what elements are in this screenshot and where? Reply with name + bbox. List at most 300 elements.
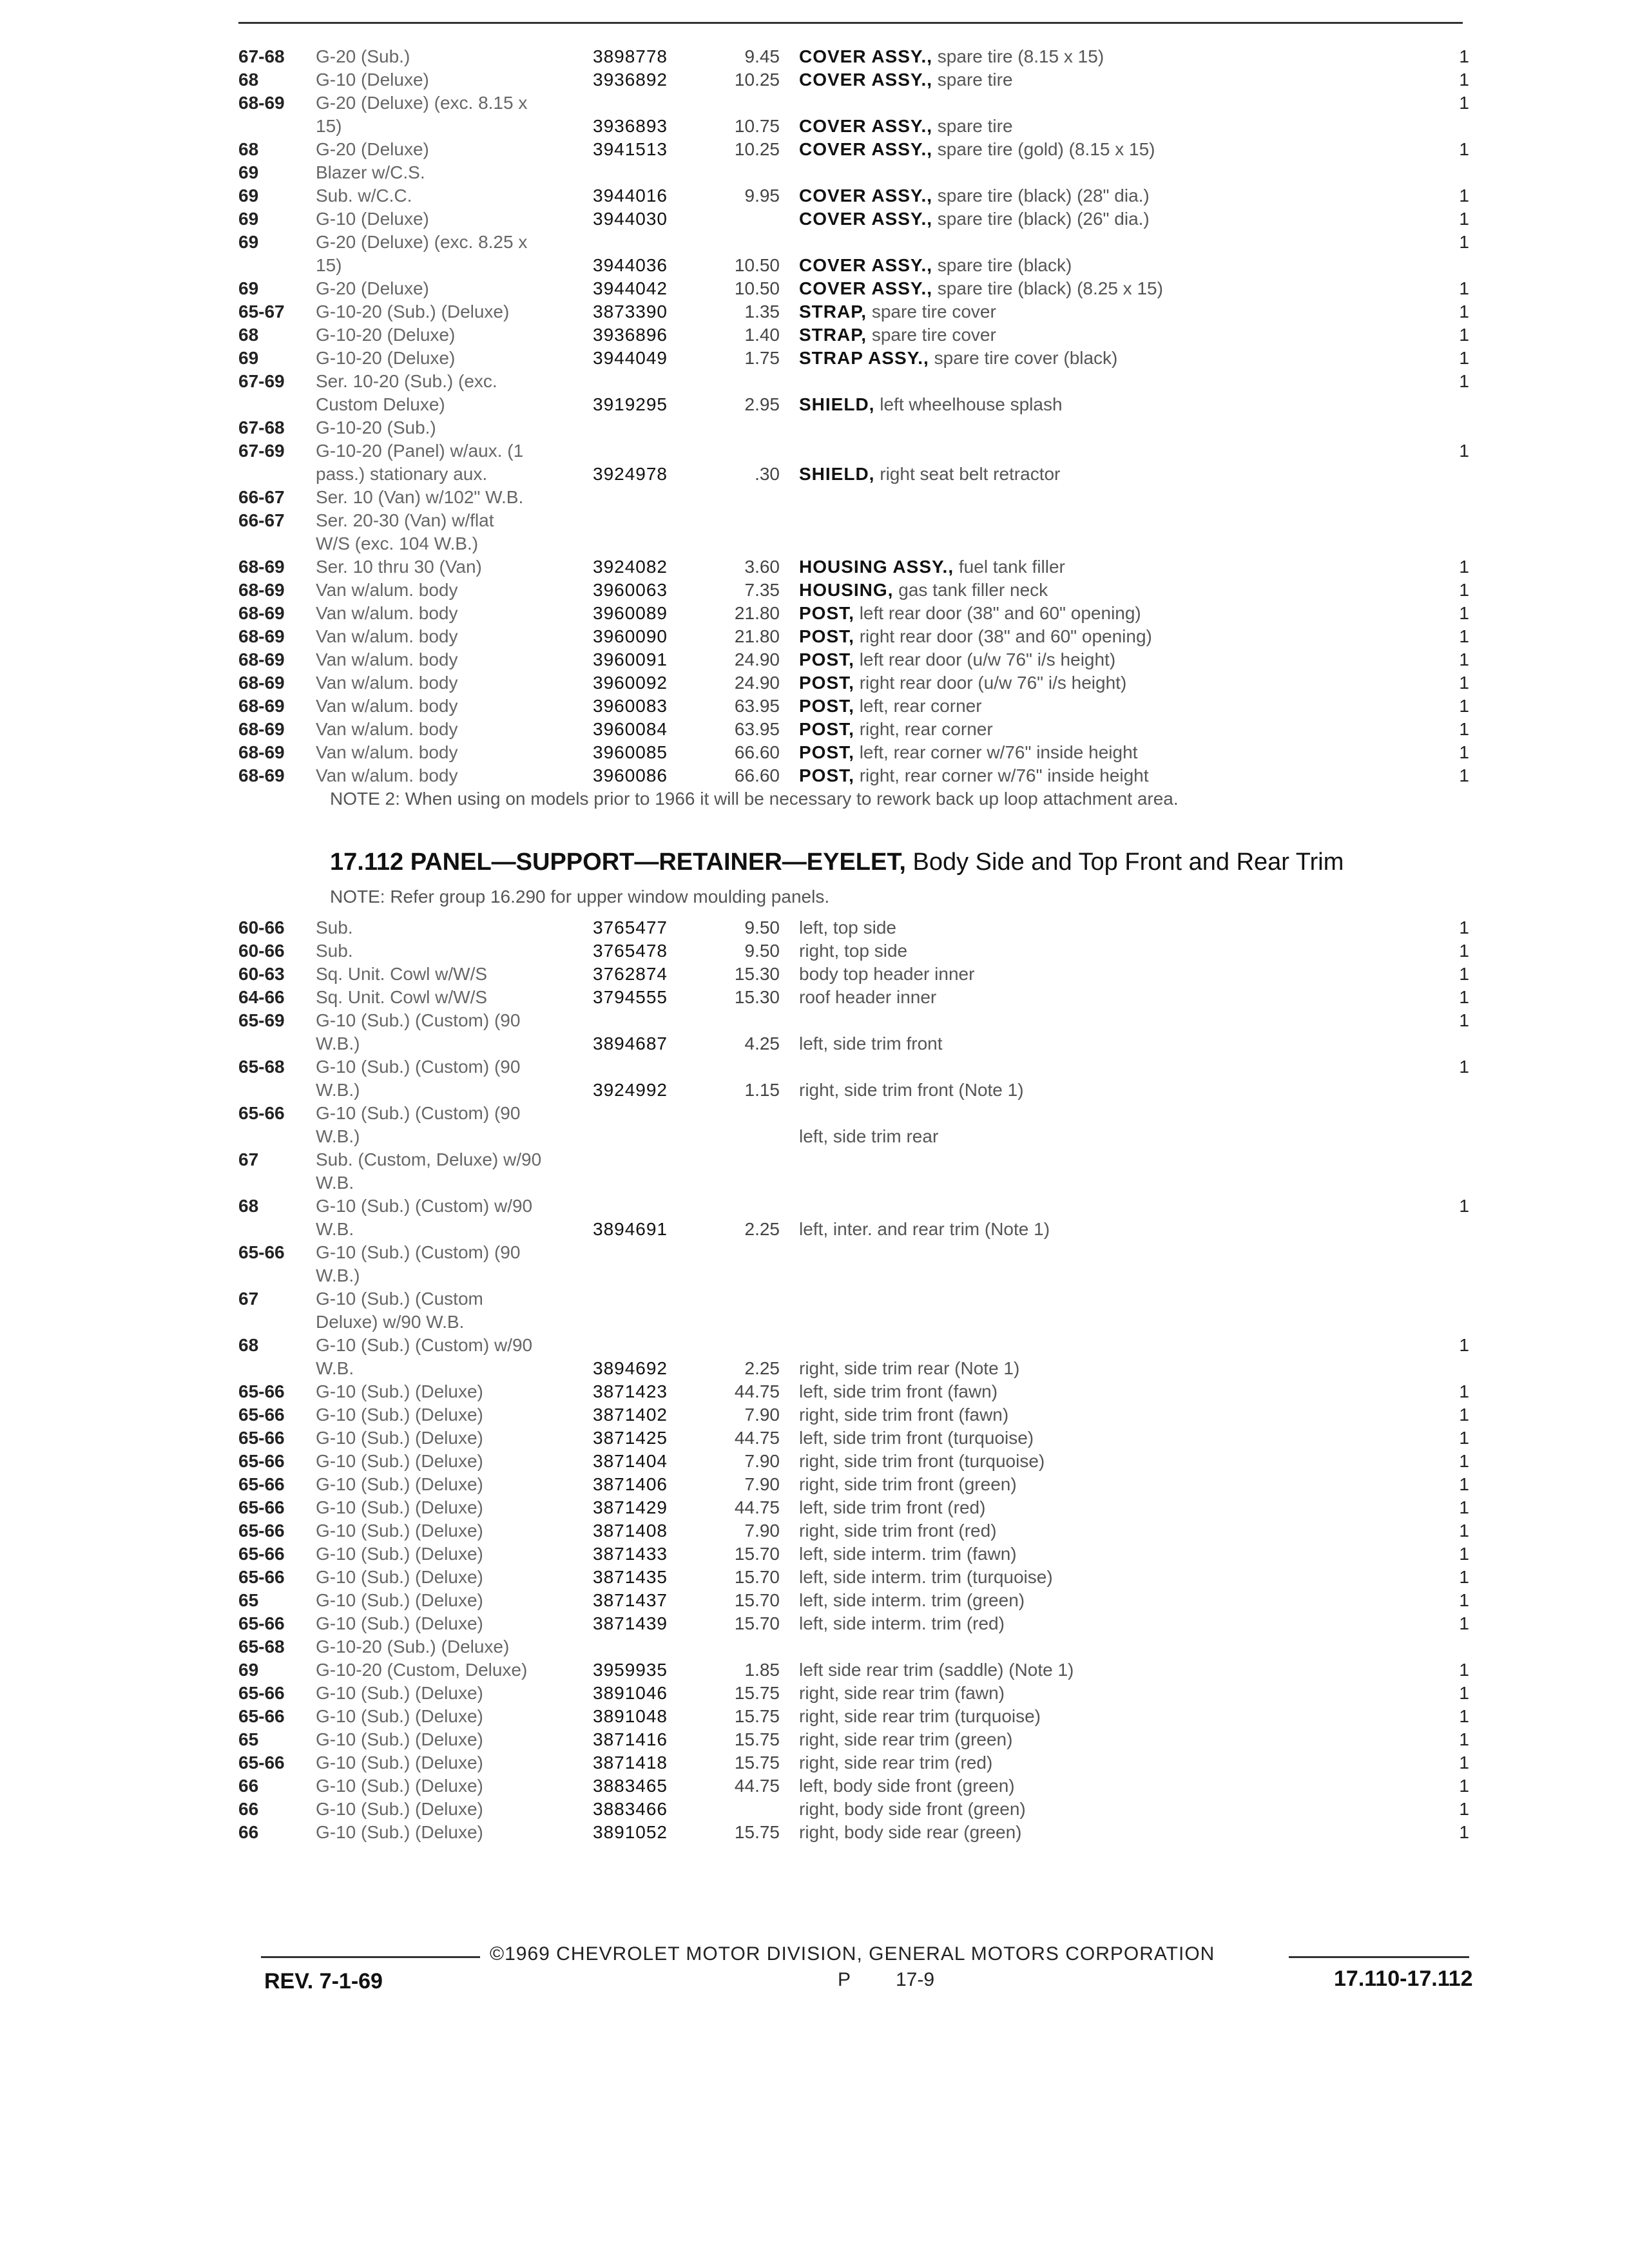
model-application: G-10 (Sub.) (Deluxe) bbox=[316, 1613, 483, 1633]
part-description bbox=[799, 1751, 1431, 1774]
list-price: 7.35 bbox=[744, 580, 780, 600]
part-detail: right, side trim front (red) bbox=[799, 1521, 997, 1541]
model-application: Sub. bbox=[316, 918, 353, 937]
part-number: 3960086 bbox=[593, 765, 668, 785]
part-number: 3944036 bbox=[593, 255, 668, 275]
quantity: 1 bbox=[1459, 278, 1469, 298]
list-price: 44.75 bbox=[734, 1497, 780, 1517]
part-description bbox=[799, 695, 1431, 718]
part-description bbox=[799, 1821, 1431, 1844]
table-row bbox=[238, 1403, 1514, 1427]
model-years: 65-66 bbox=[238, 1103, 285, 1123]
part-number: 3898778 bbox=[593, 46, 668, 66]
list-price: 1.75 bbox=[744, 348, 780, 368]
table-row bbox=[238, 1705, 1514, 1728]
model-application: G-10 (Sub.) (Custom) w/90 W.B. bbox=[316, 1196, 533, 1239]
table-row bbox=[238, 764, 1514, 787]
footer-rule-right bbox=[1289, 1956, 1469, 1958]
model-years: 65-66 bbox=[238, 1497, 285, 1517]
footer-revision: REV. 7-1-69 bbox=[264, 1969, 383, 1994]
model-application: G-10 (Sub.) (Deluxe) bbox=[316, 1799, 483, 1819]
model-years: 65-66 bbox=[238, 1474, 285, 1494]
quantity: 1 bbox=[1459, 964, 1469, 984]
model-application: G-10 (Sub.) (Custom) (90 W.B.) bbox=[316, 1103, 521, 1146]
list-price: 21.80 bbox=[734, 603, 780, 623]
part-detail: right, side rear trim (green) bbox=[799, 1729, 1013, 1749]
model-years: 68-69 bbox=[238, 580, 285, 600]
quantity: 1 bbox=[1459, 1660, 1469, 1680]
part-detail: spare tire cover bbox=[871, 302, 996, 322]
table-row bbox=[238, 1195, 1514, 1241]
part-number: 3944049 bbox=[593, 348, 668, 368]
part-number: 3883466 bbox=[593, 1799, 668, 1819]
model-application: Van w/alum. body bbox=[316, 742, 458, 762]
model-years: 67-69 bbox=[238, 371, 285, 391]
model-years: 67 bbox=[238, 1149, 259, 1169]
quantity: 1 bbox=[1459, 1335, 1469, 1355]
model-application: G-10 (Sub.) (Deluxe) bbox=[316, 1567, 483, 1587]
model-application: Ser. 20-30 (Van) w/flat W/S (exc. 104 W.B.) bbox=[316, 510, 494, 553]
list-price: 4.25 bbox=[744, 1033, 780, 1053]
model-years: 65-66 bbox=[238, 1521, 285, 1541]
list-price: 44.75 bbox=[734, 1776, 780, 1796]
list-price: 15.30 bbox=[734, 987, 780, 1007]
part-number: 3941513 bbox=[593, 139, 668, 159]
table-row bbox=[238, 1427, 1514, 1450]
part-detail: left, side interm. trim (green) bbox=[799, 1590, 1025, 1610]
list-price: 15.75 bbox=[734, 1729, 780, 1749]
table-row bbox=[238, 1658, 1514, 1682]
table-row bbox=[238, 1774, 1514, 1798]
quantity: 1 bbox=[1459, 742, 1469, 762]
part-description bbox=[799, 579, 1431, 602]
parts-table-cover-assy bbox=[238, 45, 1514, 811]
model-application: G-10 (Sub.) (Deluxe) bbox=[316, 1428, 483, 1448]
list-price: 15.70 bbox=[734, 1590, 780, 1610]
part-description bbox=[799, 1705, 1431, 1728]
part-number: 3891048 bbox=[593, 1706, 668, 1726]
part-detail: left rear door (38" and 60" opening) bbox=[859, 603, 1141, 623]
part-name: STRAP, bbox=[799, 325, 867, 345]
quantity: 1 bbox=[1459, 1776, 1469, 1796]
part-detail: right, rear corner w/76" inside height bbox=[859, 765, 1149, 785]
quantity: 1 bbox=[1459, 1753, 1469, 1773]
part-description bbox=[799, 1566, 1431, 1589]
quantity: 1 bbox=[1459, 1521, 1469, 1541]
list-price: 10.75 bbox=[734, 116, 780, 136]
model-years: 65-66 bbox=[238, 1381, 285, 1401]
part-detail: left, inter. and rear trim (Note 1) bbox=[799, 1219, 1050, 1239]
part-name: POST, bbox=[799, 719, 854, 739]
part-number: 3871404 bbox=[593, 1451, 668, 1471]
part-number: 3873390 bbox=[593, 302, 668, 322]
part-detail: right, side rear trim (red) bbox=[799, 1753, 993, 1773]
part-number: 3871435 bbox=[593, 1567, 668, 1587]
part-number: 3959935 bbox=[593, 1660, 668, 1680]
part-description bbox=[799, 1357, 1431, 1380]
part-description bbox=[799, 323, 1431, 347]
model-years: 67-68 bbox=[238, 46, 285, 66]
table-row bbox=[238, 161, 1514, 184]
quantity: 1 bbox=[1459, 626, 1469, 646]
list-price: 7.90 bbox=[744, 1474, 780, 1494]
footer-section-range: 17.110-17.112 bbox=[1334, 1966, 1473, 1991]
part-name: POST, bbox=[799, 626, 854, 646]
quantity: 1 bbox=[1459, 232, 1469, 252]
part-name: STRAP ASSY., bbox=[799, 348, 929, 368]
model-application: G-10-20 (Sub.) bbox=[316, 418, 436, 437]
part-detail: spare tire bbox=[937, 70, 1013, 90]
part-description bbox=[799, 939, 1431, 963]
quantity: 1 bbox=[1459, 1196, 1469, 1216]
model-application: Van w/alum. body bbox=[316, 696, 458, 716]
model-years: 65-66 bbox=[238, 1613, 285, 1633]
part-number: 3794555 bbox=[593, 987, 668, 1007]
quantity: 1 bbox=[1459, 1590, 1469, 1610]
table-row bbox=[238, 45, 1514, 68]
part-name: COVER ASSY., bbox=[799, 70, 933, 90]
quantity: 1 bbox=[1459, 1474, 1469, 1494]
quantity: 1 bbox=[1459, 765, 1469, 785]
part-number: 3871402 bbox=[593, 1405, 668, 1425]
part-detail: left, side trim front bbox=[799, 1033, 943, 1053]
part-number: 3891046 bbox=[593, 1683, 668, 1703]
part-detail: right, side trim front (turquoise) bbox=[799, 1451, 1045, 1471]
part-name: POST, bbox=[799, 765, 854, 785]
table-row bbox=[238, 963, 1514, 986]
part-detail: left side rear trim (saddle) (Note 1) bbox=[799, 1660, 1074, 1680]
table-row bbox=[238, 1241, 1514, 1287]
quantity: 1 bbox=[1459, 348, 1469, 368]
model-application: Van w/alum. body bbox=[316, 580, 458, 600]
quantity: 1 bbox=[1459, 1706, 1469, 1726]
model-application: G-10 (Sub.) (Custom) (90 W.B.) bbox=[316, 1010, 521, 1053]
table-row bbox=[238, 741, 1514, 764]
part-number: 3919295 bbox=[593, 394, 668, 414]
table-row bbox=[238, 648, 1514, 671]
list-price: 2.25 bbox=[744, 1219, 780, 1239]
table-row bbox=[238, 1450, 1514, 1473]
model-application: G-10 (Sub.) (Custom) (90 W.B.) bbox=[316, 1057, 521, 1100]
table-row bbox=[238, 277, 1514, 300]
table-row bbox=[238, 1148, 1514, 1195]
table-row bbox=[238, 1751, 1514, 1774]
list-price: 24.90 bbox=[734, 649, 780, 669]
part-detail: right, body side front (green) bbox=[799, 1799, 1026, 1819]
model-application: G-10 (Deluxe) bbox=[316, 209, 429, 229]
part-detail: left, side interm. trim (fawn) bbox=[799, 1544, 1017, 1564]
part-detail: spare tire (black) bbox=[937, 255, 1072, 275]
list-price: 15.75 bbox=[734, 1683, 780, 1703]
part-detail: right, side rear trim (turquoise) bbox=[799, 1706, 1041, 1726]
model-years: 65-66 bbox=[238, 1567, 285, 1587]
list-price: 1.85 bbox=[744, 1660, 780, 1680]
table-row bbox=[238, 68, 1514, 91]
model-years: 69 bbox=[238, 232, 259, 252]
quantity: 1 bbox=[1459, 580, 1469, 600]
part-detail: left, side trim front (turquoise) bbox=[799, 1428, 1034, 1448]
part-detail: spare tire (black) (28" dia.) bbox=[937, 186, 1150, 206]
quantity: 1 bbox=[1459, 1451, 1469, 1471]
model-application: G-10 (Sub.) (Deluxe) bbox=[316, 1497, 483, 1517]
model-application: Sq. Unit. Cowl w/W/S bbox=[316, 987, 488, 1007]
model-years: 65-66 bbox=[238, 1242, 285, 1262]
quantity: 1 bbox=[1459, 70, 1469, 90]
model-application: Van w/alum. body bbox=[316, 673, 458, 693]
part-detail: left, rear corner w/76" inside height bbox=[859, 742, 1138, 762]
model-application: G-10 (Sub.) (Deluxe) bbox=[316, 1474, 483, 1494]
list-price: 44.75 bbox=[734, 1428, 780, 1448]
list-price: 1.40 bbox=[744, 325, 780, 345]
quantity: 1 bbox=[1459, 1683, 1469, 1703]
model-years: 65-66 bbox=[238, 1451, 285, 1471]
part-detail: right rear door (u/w 76" i/s height) bbox=[859, 673, 1127, 693]
model-years: 68-69 bbox=[238, 765, 285, 785]
table-row bbox=[238, 231, 1514, 277]
list-price: 15.70 bbox=[734, 1613, 780, 1633]
part-description bbox=[799, 625, 1431, 648]
part-name: HOUSING, bbox=[799, 580, 894, 600]
part-name: COVER ASSY., bbox=[799, 116, 933, 136]
part-number: 3944030 bbox=[593, 209, 668, 229]
table-row bbox=[238, 579, 1514, 602]
part-description bbox=[799, 963, 1431, 986]
part-number: 3960083 bbox=[593, 696, 668, 716]
part-detail: left, rear corner bbox=[859, 696, 982, 716]
part-detail: spare tire (8.15 x 15) bbox=[937, 46, 1104, 66]
model-years: 65-69 bbox=[238, 1010, 285, 1030]
list-price: 15.30 bbox=[734, 964, 780, 984]
part-number: 3894691 bbox=[593, 1219, 668, 1239]
part-detail: spare tire bbox=[937, 116, 1013, 136]
model-application: G-20 (Deluxe) (exc. 8.15 x 15) bbox=[316, 93, 528, 136]
part-description bbox=[799, 718, 1431, 741]
model-years: 65-68 bbox=[238, 1637, 285, 1657]
model-application: G-10 (Sub.) (Custom) (90 W.B.) bbox=[316, 1242, 521, 1285]
table-row bbox=[238, 555, 1514, 579]
list-price: 7.90 bbox=[744, 1451, 780, 1471]
part-description bbox=[799, 764, 1431, 787]
table-row bbox=[238, 509, 1514, 555]
section-note: NOTE 2: When using on models prior to 1966 it will be necessary to rework back up loop attachment area. bbox=[330, 789, 1179, 809]
list-price: 7.90 bbox=[744, 1405, 780, 1425]
footer-rule-left bbox=[261, 1956, 480, 1958]
model-years: 68-69 bbox=[238, 719, 285, 739]
part-name: SHIELD, bbox=[799, 394, 875, 414]
model-years: 60-63 bbox=[238, 964, 285, 984]
quantity: 1 bbox=[1459, 1428, 1469, 1448]
model-application: G-10 (Sub.) (Deluxe) bbox=[316, 1776, 483, 1796]
table-row bbox=[238, 1612, 1514, 1635]
part-description bbox=[799, 1450, 1431, 1473]
model-years: 68-69 bbox=[238, 626, 285, 646]
section-heading-title: 17.112 PANEL—SUPPORT—RETAINER—EYELET, bbox=[330, 849, 906, 876]
list-price: 63.95 bbox=[734, 696, 780, 716]
table-row bbox=[238, 939, 1514, 963]
part-description bbox=[799, 115, 1431, 138]
part-detail: right rear door (38" and 60" opening) bbox=[859, 626, 1152, 646]
part-number: 3894692 bbox=[593, 1358, 668, 1378]
part-number: 3924082 bbox=[593, 557, 668, 577]
model-application: G-10 (Deluxe) bbox=[316, 70, 429, 90]
list-price: 9.95 bbox=[744, 186, 780, 206]
table-row bbox=[238, 1102, 1514, 1148]
model-years: 65-68 bbox=[238, 1057, 285, 1077]
list-price: 1.35 bbox=[744, 302, 780, 322]
list-price: 7.90 bbox=[744, 1521, 780, 1541]
part-number: 3936893 bbox=[593, 116, 668, 136]
quantity: 1 bbox=[1459, 302, 1469, 322]
model-years: 65-66 bbox=[238, 1405, 285, 1425]
table-row bbox=[238, 1519, 1514, 1542]
part-number: 3871439 bbox=[593, 1613, 668, 1633]
footer-copyright: ©1969 CHEVROLET MOTOR DIVISION, GENERAL MOTORS CORPORATION bbox=[490, 1943, 1215, 1965]
part-description bbox=[799, 741, 1431, 764]
part-number: 3944016 bbox=[593, 186, 668, 206]
section-note: NOTE: Refer group 16.290 for upper window moulding panels. bbox=[330, 887, 830, 907]
part-name: POST, bbox=[799, 603, 854, 623]
model-application: Sub. bbox=[316, 941, 353, 961]
model-years: 60-66 bbox=[238, 941, 285, 961]
list-price: 9.45 bbox=[744, 46, 780, 66]
quantity: 1 bbox=[1459, 719, 1469, 739]
model-application: Sub. w/C.C. bbox=[316, 186, 412, 206]
model-application: G-10 (Sub.) (Deluxe) bbox=[316, 1683, 483, 1703]
model-years: 65 bbox=[238, 1729, 259, 1749]
part-description bbox=[799, 207, 1431, 231]
list-price: .30 bbox=[755, 464, 780, 484]
part-description bbox=[799, 254, 1431, 277]
quantity: 1 bbox=[1459, 1405, 1469, 1425]
part-number: 3871425 bbox=[593, 1428, 668, 1448]
list-price: 10.25 bbox=[734, 139, 780, 159]
part-description bbox=[799, 463, 1431, 486]
footer-page-prefix: P bbox=[838, 1969, 851, 1990]
model-application: G-10 (Sub.) (Deluxe) bbox=[316, 1729, 483, 1749]
table-row bbox=[238, 1728, 1514, 1751]
model-application: Ser. 10-20 (Sub.) (exc. Custom Deluxe) bbox=[316, 371, 497, 414]
table-row bbox=[238, 1009, 1514, 1055]
part-detail: right, top side bbox=[799, 941, 908, 961]
quantity: 1 bbox=[1459, 139, 1469, 159]
model-application: G-10 (Sub.) (Deluxe) bbox=[316, 1544, 483, 1564]
part-detail: left rear door (u/w 76" i/s height) bbox=[859, 649, 1116, 669]
part-number: 3960092 bbox=[593, 673, 668, 693]
part-detail: left wheelhouse splash bbox=[880, 394, 1063, 414]
part-description bbox=[799, 1473, 1431, 1496]
part-detail: spare tire (black) (8.25 x 15) bbox=[937, 278, 1163, 298]
part-description bbox=[799, 1542, 1431, 1566]
model-years: 67 bbox=[238, 1289, 259, 1309]
part-detail: spare tire cover (black) bbox=[934, 348, 1118, 368]
table-row bbox=[238, 671, 1514, 695]
model-application: G-10 (Sub.) (Deluxe) bbox=[316, 1822, 483, 1842]
part-number: 3960089 bbox=[593, 603, 668, 623]
table-row bbox=[238, 347, 1514, 370]
model-years: 69 bbox=[238, 209, 259, 229]
table-row bbox=[238, 184, 1514, 207]
part-detail: spare tire (black) (26" dia.) bbox=[937, 209, 1150, 229]
part-number: 3894687 bbox=[593, 1033, 668, 1053]
table-row bbox=[238, 1589, 1514, 1612]
model-years: 68-69 bbox=[238, 649, 285, 669]
quantity: 1 bbox=[1459, 557, 1469, 577]
quantity: 1 bbox=[1459, 209, 1469, 229]
part-description bbox=[799, 648, 1431, 671]
part-detail: right, body side rear (green) bbox=[799, 1822, 1022, 1842]
model-application: Van w/alum. body bbox=[316, 603, 458, 623]
model-application: Ser. 10 (Van) w/102" W.B. bbox=[316, 487, 524, 507]
part-description bbox=[799, 1658, 1431, 1682]
list-price: 2.95 bbox=[744, 394, 780, 414]
part-number: 3871418 bbox=[593, 1753, 668, 1773]
table-row bbox=[238, 1334, 1514, 1380]
quantity: 1 bbox=[1459, 1381, 1469, 1401]
list-price: 2.25 bbox=[744, 1358, 780, 1378]
list-price: 15.75 bbox=[734, 1706, 780, 1726]
model-application: G-10 (Sub.) (Deluxe) bbox=[316, 1405, 483, 1425]
list-price: 63.95 bbox=[734, 719, 780, 739]
list-price: 1.15 bbox=[744, 1080, 780, 1100]
part-detail: left, side trim front (red) bbox=[799, 1497, 986, 1517]
list-price: 9.50 bbox=[744, 918, 780, 937]
model-application: G-10 (Sub.) (Deluxe) bbox=[316, 1381, 483, 1401]
part-number: 3871429 bbox=[593, 1497, 668, 1517]
part-name: HOUSING ASSY., bbox=[799, 557, 954, 577]
quantity: 1 bbox=[1459, 1729, 1469, 1749]
list-price: 66.60 bbox=[734, 742, 780, 762]
model-years: 65 bbox=[238, 1590, 259, 1610]
list-price: 24.90 bbox=[734, 673, 780, 693]
model-years: 66-67 bbox=[238, 510, 285, 530]
part-number: 3871408 bbox=[593, 1521, 668, 1541]
quantity: 1 bbox=[1459, 46, 1469, 66]
model-years: 69 bbox=[238, 162, 259, 182]
model-application: G-10 (Sub.) (Deluxe) bbox=[316, 1590, 483, 1610]
model-application: Sq. Unit. Cowl w/W/S bbox=[316, 964, 488, 984]
quantity: 1 bbox=[1459, 186, 1469, 206]
quantity: 1 bbox=[1459, 1822, 1469, 1842]
model-years: 67-69 bbox=[238, 441, 285, 461]
part-number: 3765478 bbox=[593, 941, 668, 961]
quantity: 1 bbox=[1459, 93, 1469, 113]
part-description bbox=[799, 1496, 1431, 1519]
model-application: G-10 (Sub.) (Deluxe) bbox=[316, 1521, 483, 1541]
quantity: 1 bbox=[1459, 941, 1469, 961]
table-row bbox=[238, 1682, 1514, 1705]
model-years: 65-66 bbox=[238, 1544, 285, 1564]
model-years: 68 bbox=[238, 1335, 259, 1355]
part-number: 3924978 bbox=[593, 464, 668, 484]
model-application: G-20 (Deluxe) (exc. 8.25 x 15) bbox=[316, 232, 528, 275]
part-description bbox=[799, 1380, 1431, 1403]
part-number: 3891052 bbox=[593, 1822, 668, 1842]
part-detail: roof header inner bbox=[799, 987, 937, 1007]
model-application: G-20 (Sub.) bbox=[316, 46, 410, 66]
part-number: 3871433 bbox=[593, 1544, 668, 1564]
part-name: SHIELD, bbox=[799, 464, 875, 484]
part-number: 3871416 bbox=[593, 1729, 668, 1749]
part-detail: right, side trim front (green) bbox=[799, 1474, 1017, 1494]
model-years: 65-66 bbox=[238, 1428, 285, 1448]
list-price: 15.70 bbox=[734, 1567, 780, 1587]
part-description bbox=[799, 1427, 1431, 1450]
part-description bbox=[799, 1032, 1431, 1055]
quantity: 1 bbox=[1459, 1057, 1469, 1077]
part-number: 3765477 bbox=[593, 918, 668, 937]
list-price: 9.50 bbox=[744, 941, 780, 961]
table-row bbox=[238, 1473, 1514, 1496]
